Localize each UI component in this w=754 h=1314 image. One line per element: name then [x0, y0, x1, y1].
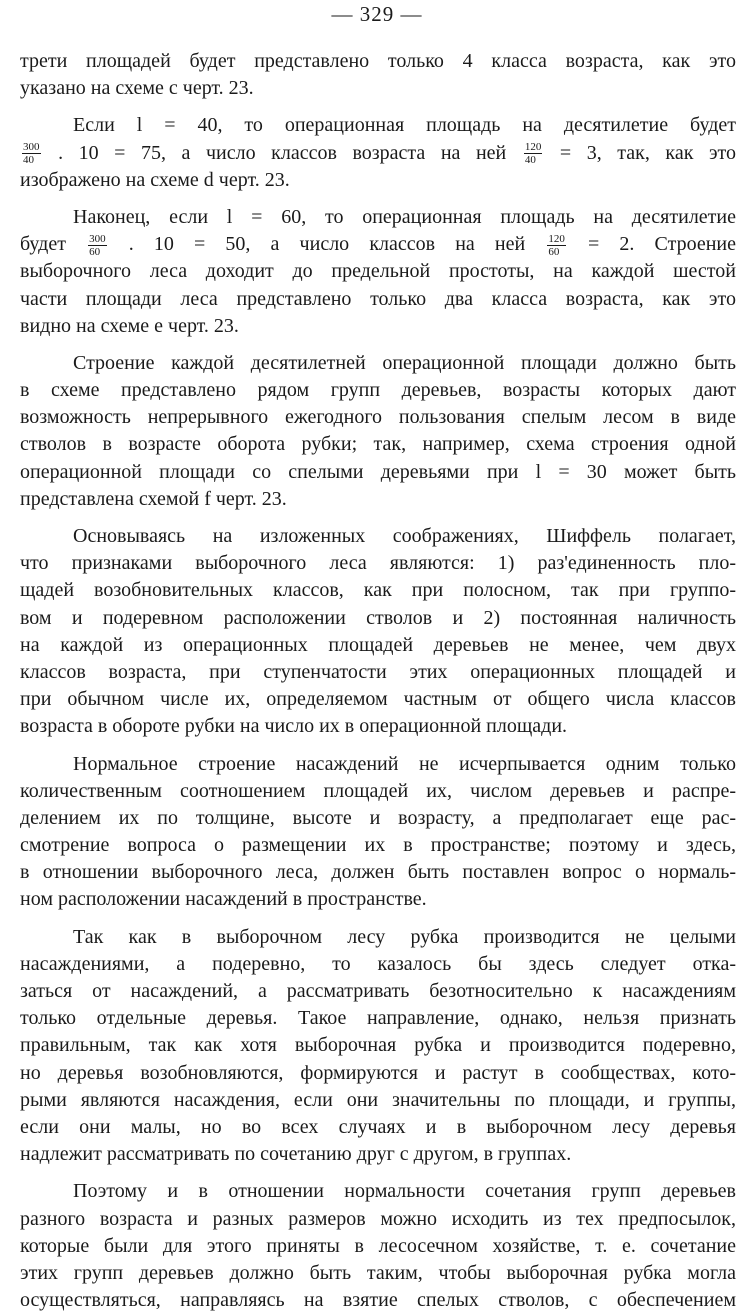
text-line: делением их по толщине, высоте и возрасту, а предполагает еще рас- — [20, 806, 736, 829]
text-line: в отношении выборочного леса, должен быть поставлен вопрос о нормаль- — [20, 861, 736, 884]
text-line: заться от насаждений, а рассматривать безотносительно к насаждениям — [20, 980, 736, 1002]
fraction: $\frac{300}{40}$ — [23, 141, 40, 167]
text-line: рыми являются насаждения, если они значительны по площади, и группы, — [20, 1088, 736, 1111]
text-line: Если l = 40, то операционная площадь на десятилетие будет — [73, 114, 736, 137]
page-text — [20, 48, 736, 1314]
paragraph — [20, 350, 736, 513]
text-line: Поэтому и в отношении нормальности сочетания групп деревьев — [73, 1180, 736, 1203]
text-line: Так как в выборочном лесу рубка производится не целыми — [73, 925, 736, 948]
text-line: возможность непрерывного ежегодного пользования спелым лесом в виде — [20, 406, 736, 429]
fraction: $\frac{120}{40}$ — [524, 141, 542, 167]
text-line: осуществляться, направляясь на взятие спелых стволов, с обеспечением — [20, 1289, 736, 1312]
text-line: только отдельные деревья. Такое направление, однако, нельзя признать — [20, 1007, 736, 1030]
text-line: в схеме представлено рядом групп деревьев, возрасты которых дают — [20, 379, 736, 402]
paragraph — [20, 48, 736, 102]
formula-line: $\frac{300}{40}$ . 10 = 75, а число классов возраста на ней $\frac{120}{40}$ = 3, так, как это — [23, 141, 737, 167]
text-line: Наконец, если l = 60, то операционная площадь на десятилетие — [73, 205, 736, 228]
text-line: при обычном числе их, определяемом частным от общего числа классов — [20, 688, 736, 711]
formula-line: будет $\frac{300}{60}$ . 10 = 50, а число классов на ней $\frac{120}{60}$ = 2. Строение — [20, 233, 737, 259]
paragraph — [20, 751, 736, 914]
text-line: изображено на схеме d черт. 23. — [20, 168, 290, 191]
text-line: вом и подеревном расположении стволов и 2) постоянная наличность — [20, 606, 736, 629]
text-line: возраста в обороте рубки на число их в операционной площади. — [20, 715, 568, 738]
text-line: части площади леса представлено только два класса возраста, как это — [20, 287, 736, 310]
text-line: количественным соотношением площадей их, числом деревьев и распре- — [20, 779, 736, 802]
text-line: выборочного леса доходит до предельной простоты, на каждой шестой — [20, 260, 736, 283]
fraction: $\frac{120}{60}$ — [548, 233, 565, 259]
text-line: щадей возобновительных классов, как при полосном, так при группо- — [20, 579, 736, 602]
text-line: которые были для этого приняты в лесосечном хозяйстве, т. е. сочетание — [20, 1234, 736, 1257]
text-line: надлежит рассматривать по сочетанию друг с другом, в группах. — [20, 1143, 572, 1166]
text-line: насаждениями, а подеревно, то казалось бы здесь следует отка- — [20, 952, 736, 975]
text-line: Нормальное строение насаждений не исчерпывается одним только — [73, 752, 736, 775]
text-line: представлена схемой f черт. 23. — [20, 487, 287, 510]
text-line: видно на схеме е черт. 23. — [20, 314, 239, 337]
text-line: Строение каждой десятилетней операционной площади должно быть — [73, 351, 736, 374]
text-line: если они малы, но во всех случаях и в выборочном лесу деревья — [20, 1115, 736, 1138]
paragraph — [20, 924, 736, 1169]
text-line: стволов в возрасте оборота рубки; так, например, схема строения одной — [20, 433, 736, 456]
text-line: этих групп деревьев должно быть таким, чтобы выборочная рубка могла — [20, 1261, 736, 1284]
text-line: правильным, так как хотя выборочная рубка и производится подеревно, — [20, 1034, 736, 1057]
text-line: ном расположении насаждений в пространстве. — [20, 888, 427, 911]
text-line: Основываясь на изложенных соображениях, Шиффель полагает, — [73, 525, 736, 547]
fraction: $\frac{300}{60}$ — [89, 233, 106, 259]
text-line: на каждой из операционных площадей деревьев не менее, чем двух — [20, 633, 736, 656]
page-number: — 329 — — [331, 2, 423, 26]
text-line: разного возраста и разных размеров можно исходить из тех предпосылок, — [20, 1207, 736, 1230]
paragraph — [20, 1178, 736, 1314]
paragraph — [20, 204, 736, 340]
paragraph — [20, 523, 736, 741]
text-line: классов возраста, при ступенчатости этих операционных площадей и — [20, 660, 736, 683]
text-line: что признаками выборочного леса являются: 1) раз'единенность пло- — [20, 552, 736, 575]
text-line: трети площадей будет представлено только 4 класса возраста, как это — [20, 50, 736, 72]
text-line: смотрение вопроса о размещении их в пространстве; поэтому и здесь, — [20, 834, 736, 857]
text-line: но деревья возобновляются, формируются и растут в сообществах, кото- — [20, 1061, 736, 1084]
paragraph — [20, 112, 736, 194]
text-line: операционной площади со спелыми деревьями при l = 30 может быть — [20, 460, 736, 483]
text-line: указано на схеме с черт. 23. — [20, 77, 254, 100]
